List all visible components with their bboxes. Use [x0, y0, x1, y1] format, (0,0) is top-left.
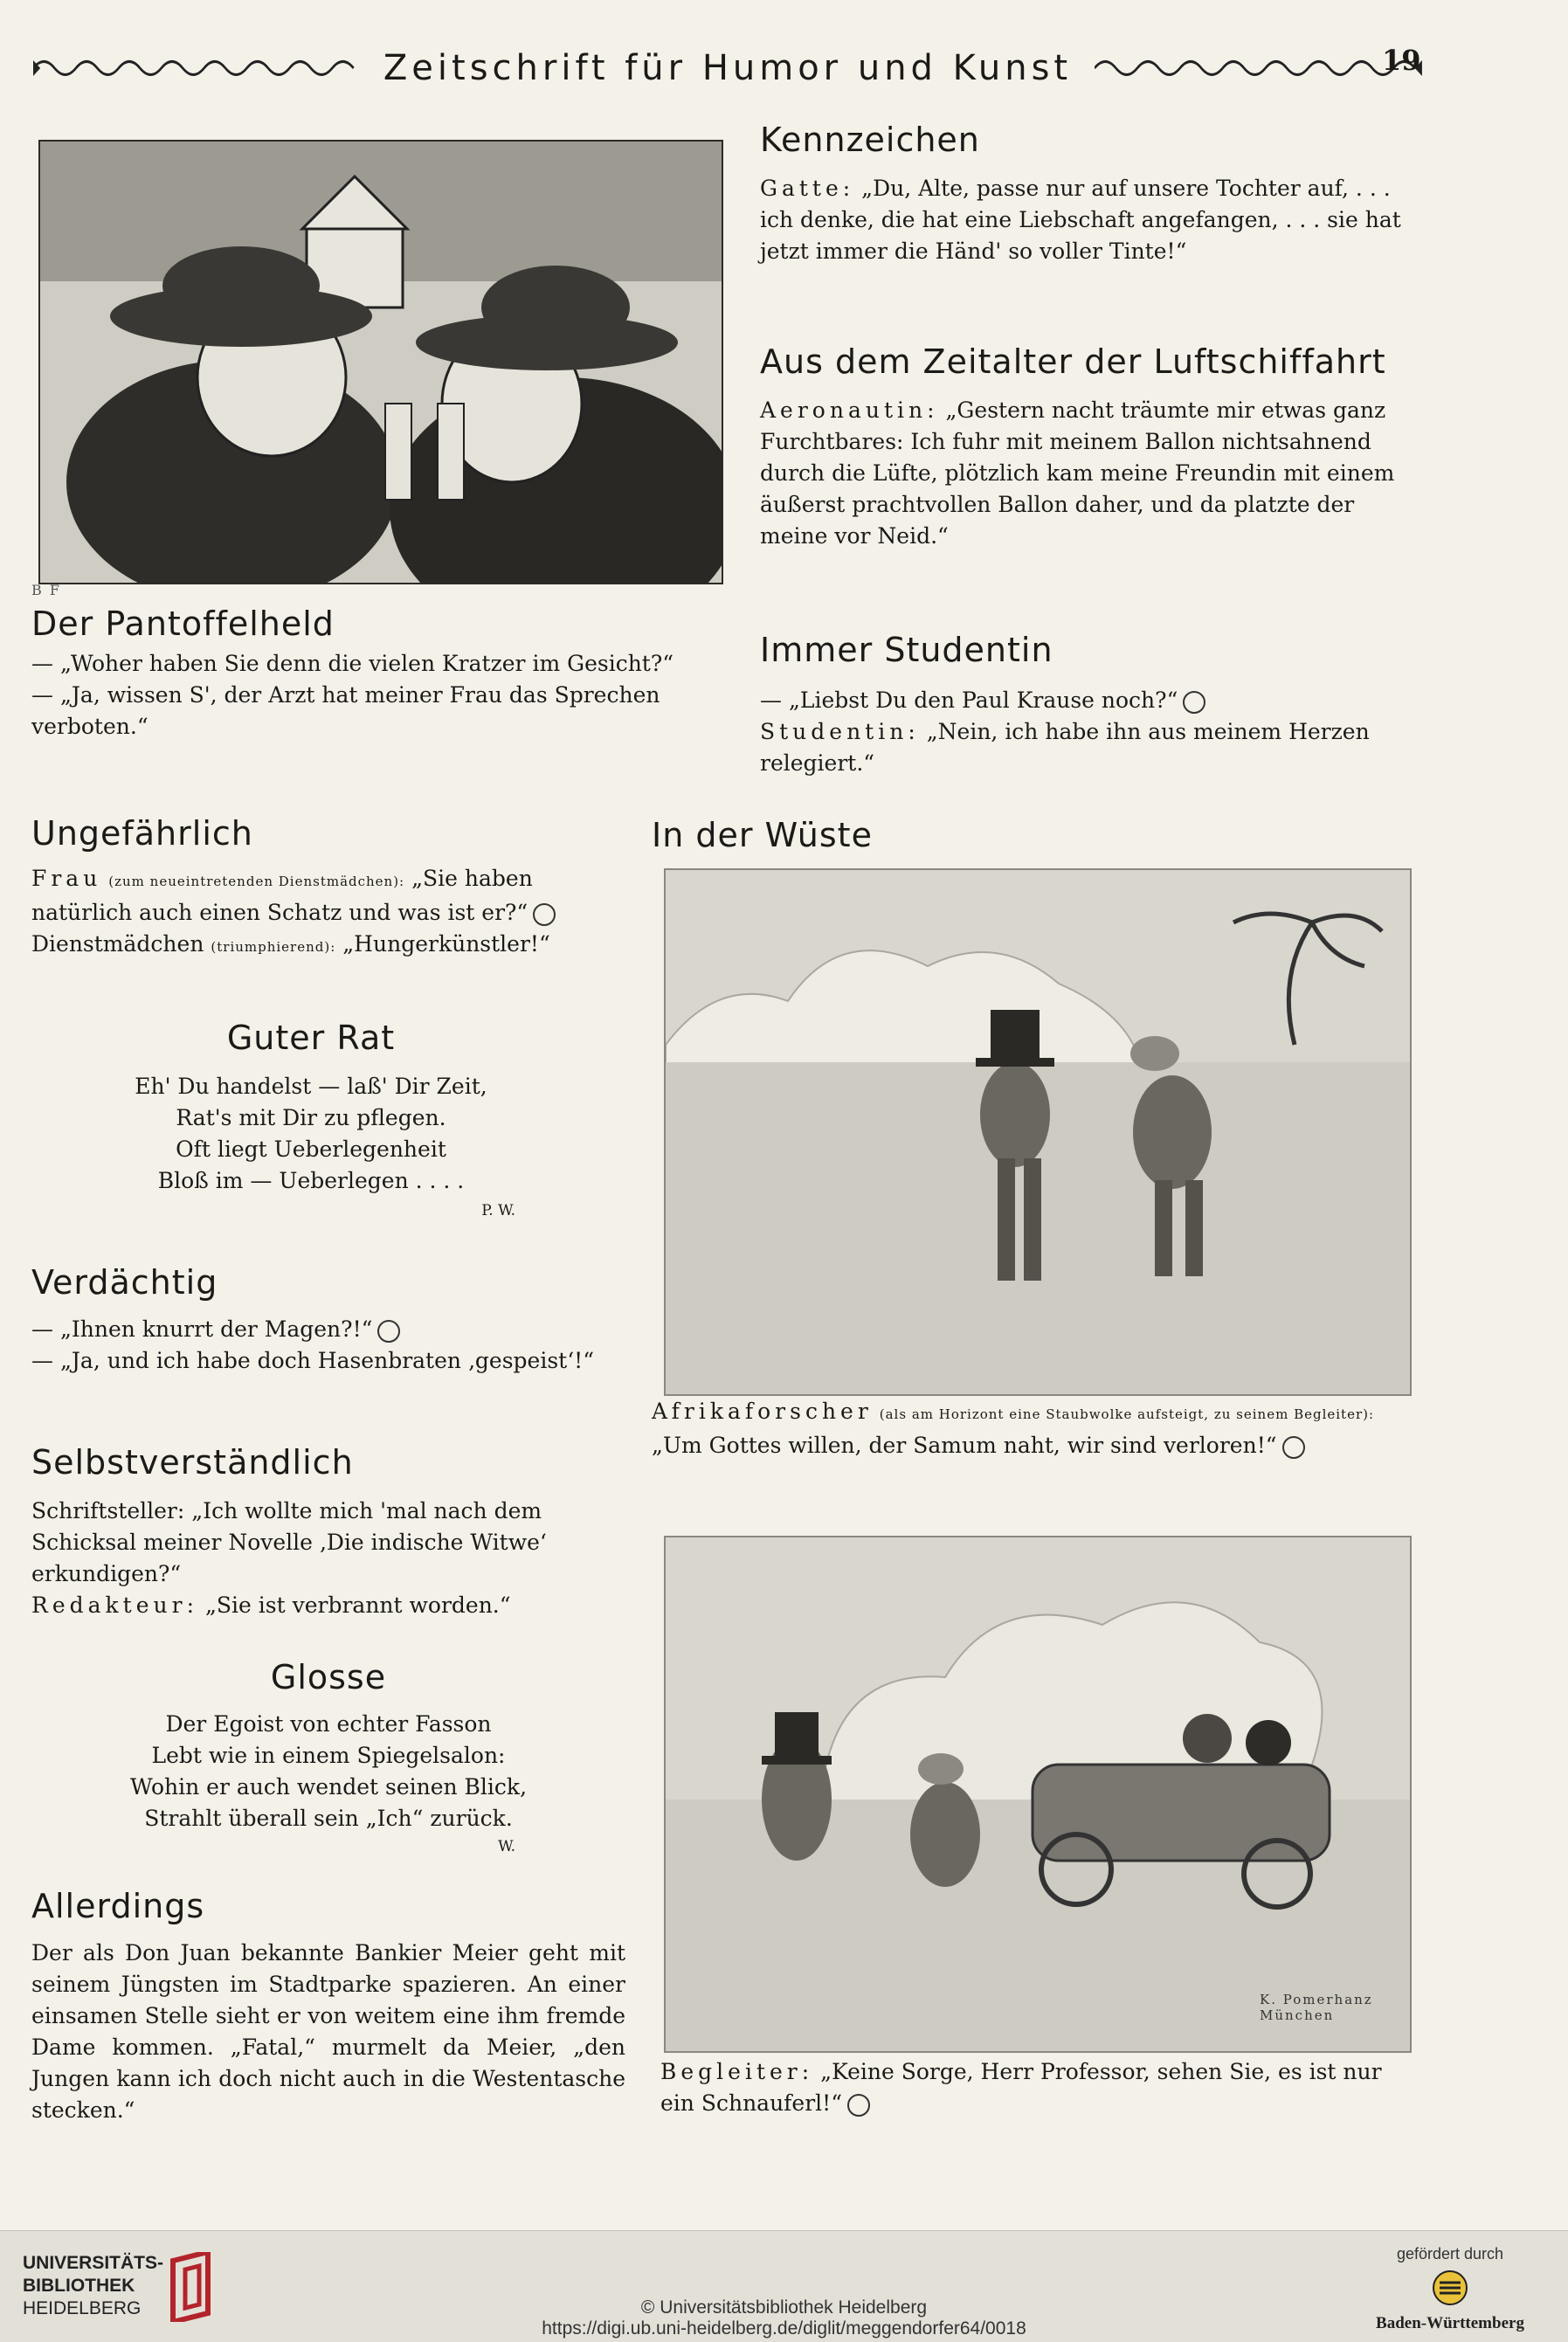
luftschiffahrt-text	[760, 395, 1417, 552]
guter-rat-verse-line: Rat's mit Dir zu pflegen.	[176, 1105, 446, 1130]
studentin-line1: — „Liebst Du den Paul Krause noch?“	[760, 687, 1178, 713]
verdaechtig-text	[31, 1314, 625, 1377]
verdaechtig-line1: — „Ihnen knurrt der Magen?!“	[31, 1316, 373, 1342]
studentin-speaker: Studentin:	[760, 719, 920, 744]
kennzeichen-title: Kennzeichen	[760, 121, 980, 159]
selbstverstaendlich-title: Selbstverständlich	[31, 1443, 354, 1482]
guter-rat-verse-line: Oft liegt Ueberlegenheit	[176, 1136, 446, 1162]
allerdings-body: Der als Don Juan bekannte Bankier Meier geht mit seinem Jüngsten im Stadtparke spazieren. An einer einsamen Stelle sieht er von weitem eine ihm fremde Dame kommen. „Fatal,“ murmelt da Meier, „den Jungen kann ich doch nicht auch in die Westentasche stecken.“	[31, 1940, 625, 2123]
illustration-two-men	[38, 140, 723, 584]
kennzeichen-text	[760, 173, 1417, 267]
wueste-title: In der Wüste	[652, 816, 873, 854]
illustration-desert-motorcar	[664, 1536, 1412, 2053]
page-number: 19	[1382, 44, 1421, 77]
editorial-mark-icon	[377, 1320, 400, 1343]
verdaechtig-line2: — „Ja, und ich habe doch Hasenbraten ‚gespeist‘!“	[31, 1348, 594, 1373]
ungefaehrlich-speaker2: Dienstmädchen	[31, 931, 204, 957]
kennzeichen-speaker: Gatte:	[760, 176, 855, 201]
glosse-verse-line: Lebt wie in einem Spiegelsalon:	[151, 1743, 506, 1768]
glosse-signature: W.	[498, 1838, 515, 1855]
editorial-mark-icon	[847, 2094, 870, 2117]
page-header	[33, 42, 1422, 94]
editorial-mark-icon	[533, 903, 556, 926]
baden-wuerttemberg-seal-icon	[1433, 2270, 1468, 2305]
wueste-caption1	[652, 1396, 1420, 1461]
wueste-caption2-speaker: Begleiter:	[660, 2059, 814, 2084]
studentin-text	[760, 685, 1417, 779]
studentin-line2: „Nein, ich habe ihn aus meinem Herzen relegiert.“	[760, 719, 1370, 776]
illustration-desert-motorcar-drawing	[666, 1537, 1410, 2051]
ungefaehrlich-stage1: (zum neueintretenden Dienstmädchen):	[108, 874, 405, 889]
ungefaehrlich-stage2: (triumphierend):	[211, 939, 336, 955]
library-footer	[0, 2230, 1568, 2342]
library-name-line3: HEIDELBERG	[23, 2298, 142, 2318]
wueste-caption2	[660, 2056, 1420, 2119]
copyright-text: © Universitätsbibliothek Heidelberg	[640, 2297, 928, 2318]
pantoffelheld-line2: — „Ja, wissen S', der Arzt hat meiner Frau das Sprechen verboten.“	[31, 682, 660, 739]
digital-object-url[interactable]: https://digi.ub.uni-heidelberg.de/diglit/meggendorfer64/0018	[542, 2318, 1026, 2339]
luftschiffahrt-speaker: Aeronautin:	[760, 397, 939, 423]
illustration-signature: B F	[31, 582, 61, 598]
guter-rat-verse	[31, 1071, 591, 1197]
illustration-desert-explorers-drawing	[666, 870, 1410, 1394]
glosse-verse	[31, 1709, 625, 1834]
right-ornament-border	[1095, 55, 1422, 81]
wueste-caption1-text: „Um Gottes willen, der Samum naht, wir sind verloren!“	[652, 1433, 1277, 1458]
kennzeichen-body: „Du, Alte, passe nur auf unsere Tochter auf, . . . ich denke, die hat eine Liebschaft angefangen, . . . sie hat jetzt immer die Händ' so voller Tinte!“	[760, 176, 1401, 264]
glosse-verse-line: Strahlt überall sein „Ich“ zurück.	[144, 1806, 513, 1831]
motorcar-signature: K. Pomerhanz München	[1260, 1992, 1373, 2023]
library-name-line1: UNIVERSITÄTS-	[23, 2253, 164, 2273]
left-ornament-border	[33, 55, 361, 81]
glosse-title: Glosse	[270, 1658, 387, 1696]
verdaechtig-title: Verdächtig	[31, 1263, 218, 1302]
illustration-two-men-drawing	[40, 142, 722, 583]
funded-by-label: gefördert durch	[1396, 2245, 1504, 2263]
selbstverstaendlich-line2: „Sie ist verbrannt worden.“	[204, 1592, 511, 1618]
allerdings-title: Allerdings	[31, 1887, 205, 1925]
pantoffelheld-title: Der Pantoffelheld	[31, 604, 335, 643]
pantoffelheld-line1: — „Woher haben Sie denn die vielen Kratzer im Gesicht?“	[31, 651, 674, 676]
selbstverstaendlich-speaker2: Redakteur:	[31, 1592, 198, 1618]
luftschiffahrt-title: Aus dem Zeitalter der Luftschiffahrt	[760, 342, 1386, 381]
funder-name: Baden-Württemberg	[1376, 2314, 1524, 2332]
luftschiffahrt-body: „Gestern nacht träumte mir etwas ganz Furchtbares: Ich fuhr mit meinem Ballon nichtsahnend durch die Lüfte, plötzlich kam meine Freundin mit einem äußerst prachtvollen Ballon daher, und da platzte der meine vor Neid.“	[760, 397, 1395, 549]
wueste-caption1-stage: (als am Horizont eine Staubwolke aufsteigt, zu seinem Begleiter):	[879, 1406, 1375, 1422]
glosse-verse-line: Wohin er auch wendet seinen Blick,	[129, 1774, 528, 1800]
guter-rat-title: Guter Rat	[226, 1019, 396, 1057]
selbstverstaendlich-text	[31, 1496, 625, 1621]
wueste-caption1-speaker: Afrikaforscher	[652, 1399, 873, 1424]
ungefaehrlich-text	[31, 863, 591, 963]
illustration-desert-explorers	[664, 868, 1412, 1396]
pantoffelheld-text	[31, 648, 723, 743]
selbstverstaendlich-line1: „Ich wollte mich 'mal nach dem Schicksal meiner Novelle ‚Die indische Witwe‘ erkundigen?“	[31, 1498, 547, 1586]
studentin-title: Immer Studentin	[760, 631, 1053, 669]
glosse-verse-line: Der Egoist von echter Fasson	[165, 1711, 492, 1737]
editorial-mark-icon	[1183, 691, 1205, 714]
allerdings-text	[31, 1938, 625, 2126]
ungefaehrlich-title: Ungefährlich	[31, 814, 253, 853]
library-name-line2: BIBLIOTHEK	[23, 2276, 135, 2296]
ungefaehrlich-line1: „Sie haben natürlich auch einen Schatz und was ist er?“	[31, 866, 533, 925]
editorial-mark-icon	[1282, 1436, 1305, 1459]
wueste-caption2-text: „Keine Sorge, Herr Professor, sehen Sie, es ist nur ein Schnauferl!“	[660, 2059, 1382, 2116]
guter-rat-verse-line: Eh' Du handelst — laß' Dir Zeit,	[135, 1074, 487, 1099]
copyright-notice	[0, 2297, 1568, 2339]
guter-rat-verse-line: Bloß im — Ueberlegen . . . .	[157, 1168, 465, 1193]
header-title: Zeitschrift für Humor und Kunst	[383, 48, 1073, 88]
guter-rat-signature: P. W.	[481, 1202, 515, 1219]
ungefaehrlich-speaker1: Frau	[31, 866, 102, 891]
selbstverstaendlich-speaker1: Schriftsteller:	[31, 1498, 185, 1523]
ungefaehrlich-line2: „Hungerkünstler!“	[342, 931, 550, 957]
